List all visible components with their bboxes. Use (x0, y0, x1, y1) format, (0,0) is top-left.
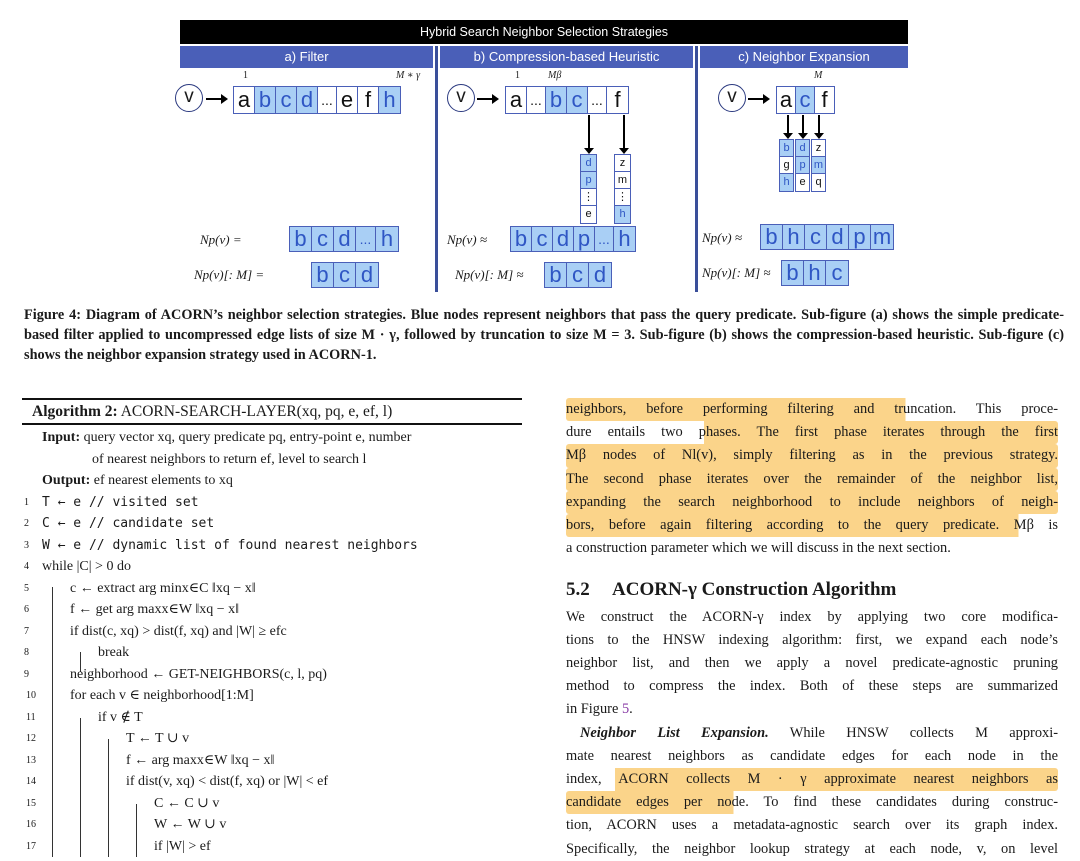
paragraph-compression (566, 398, 1058, 560)
edge-list (776, 86, 835, 114)
line-text: if v ∉ T (98, 709, 143, 725)
list-cell: ... (595, 227, 614, 251)
list-cell: h (783, 225, 805, 249)
expanded-list-f (811, 139, 826, 192)
figure-4 (180, 20, 908, 292)
line-number: 4 (24, 561, 29, 572)
algorithm-line (22, 642, 522, 664)
list-cell: p (574, 227, 595, 251)
result-label: Np(v) ≈ (702, 230, 742, 245)
list-cell: d (297, 87, 318, 113)
list-cell: b (290, 227, 312, 251)
output-line (22, 470, 522, 492)
list-cell: b (780, 140, 793, 157)
list-cell: q (812, 174, 825, 191)
section-number: 5.2 (566, 579, 590, 601)
text-line: dure entails two phases. The first phase iterates through the first (566, 421, 1058, 444)
index-start-label: 1 (243, 70, 248, 81)
line-number: 9 (24, 668, 29, 680)
algorithm-line (22, 492, 522, 514)
line-number: 3 (24, 539, 29, 551)
caption-text: Diagram of ACORN’s neighbor selection strategies. Blue nodes represent neighbors that pass the query predicate. Sub-figure (a) shows the simple predicate-based filter applied to uncompressed edge lists of size M · γ, followed by truncation to size M = 3. Sub-figure (b) shows the compression-based heuristic. Sub-figure (c) shows the neighbor expansion strategy used in ACORN-1. (24, 307, 1064, 363)
list-cell: p (581, 172, 596, 189)
text-line: neighbors, before performing filtering and truncation. This proce- (566, 398, 1058, 421)
line-text: C ← e // candidate set (42, 516, 215, 531)
node-v: v (718, 84, 746, 112)
list-cell: c (567, 87, 588, 113)
index-end-label: M (814, 70, 823, 81)
text-line: tions to the HNSW indexing algorithm: first, we expand each node’s (566, 631, 1058, 648)
line-number: 7 (24, 625, 29, 637)
line-number: 2 (24, 518, 29, 529)
algorithm-line (22, 664, 522, 686)
list-cell: ⋮ (581, 189, 596, 206)
line-text: f ← get arg maxx∈W ‖xq − x‖ (70, 602, 240, 617)
arrow-right-icon (477, 98, 497, 100)
algorithm-line (22, 578, 522, 600)
algorithm-line (22, 556, 522, 578)
panel-c-header: c) Neighbor Expansion (700, 46, 908, 68)
text-line: We construct the ACORN-γ index by applying two core modifica- (566, 608, 1058, 625)
node-v: v (175, 84, 203, 112)
line-text: if dist(c, xq) > dist(f, xq) and |W| ≥ efc (70, 623, 287, 639)
panel-a-header: a) Filter (180, 46, 433, 68)
arrow-right-icon (748, 98, 768, 100)
list-cell: b (546, 87, 567, 113)
list-cell: m (812, 157, 825, 174)
algorithm-line (22, 814, 522, 836)
algorithm-label: Algorithm 2: (32, 403, 118, 420)
algorithm-line (22, 685, 522, 707)
edge-list (505, 86, 629, 114)
list-cell: e (796, 174, 809, 191)
list-cell: h (379, 87, 400, 113)
algorithm-title (22, 400, 522, 423)
algorithm-line (22, 750, 522, 772)
line-text: C ← C ∪ v (154, 795, 220, 811)
list-cell: c (312, 227, 334, 251)
text-line: neighbor list, and then we apply a novel predicate-agnostic pruning (566, 655, 1058, 672)
algorithm-line (22, 621, 522, 643)
figure-title: Hybrid Search Neighbor Selection Strategies (180, 20, 908, 44)
filtered-list (289, 226, 399, 252)
arrow-down-icon (623, 115, 625, 152)
body-text-column (566, 398, 1058, 861)
input-line (22, 427, 522, 449)
text-line: index, ACORN collects M · γ approximate nearest neighbors as (566, 768, 1058, 791)
list-cell: h (614, 227, 635, 251)
line-text: T ← T ∪ v (126, 731, 190, 746)
list-cell: b (255, 87, 276, 113)
paragraph-expansion (566, 722, 1058, 861)
line-number: 14 (26, 776, 36, 787)
list-cell: d (796, 140, 809, 157)
line-text: break (98, 645, 130, 660)
list-cell: g (780, 157, 793, 174)
line-text: for each v ∈ neighborhood[1:M] (70, 688, 254, 703)
list-cell: c (334, 263, 356, 287)
result-label: Np(v) = (200, 232, 242, 247)
paragraph-construction (566, 606, 1058, 722)
list-cell: h (376, 227, 398, 251)
list-cell: a (234, 87, 255, 113)
input-text-2: of nearest neighbors to return ef, level to search l (92, 451, 367, 467)
expanded-list-f (614, 154, 631, 224)
list-cell: b (545, 263, 567, 287)
list-cell: h (615, 206, 630, 223)
list-cell: c (805, 225, 827, 249)
algorithm-line (22, 707, 522, 729)
list-cell: d (589, 263, 611, 287)
input-line-cont (22, 449, 522, 471)
algorithm-line (22, 728, 522, 750)
algorithm-line (22, 513, 522, 535)
line-text: W ← e // dynamic list of found nearest neighbors (42, 537, 418, 553)
list-cell: c (567, 263, 589, 287)
list-cell: h (804, 261, 826, 285)
list-cell: b (782, 261, 804, 285)
figure-link[interactable]: 5 (621, 701, 630, 718)
list-cell: d (356, 263, 378, 287)
text-line: bors, before again filtering according to the query predicate. Mβ is (566, 514, 1058, 537)
line-number: 12 (26, 733, 36, 744)
line-text: W ← W ∪ v (154, 817, 227, 832)
list-cell: p (849, 225, 871, 249)
algorithm-line (22, 771, 522, 793)
line-text: if |W| > ef (154, 838, 211, 854)
list-cell: ... (318, 87, 337, 113)
truncated-list (544, 262, 612, 288)
mid-rule (22, 423, 522, 425)
line-number: 11 (26, 711, 36, 723)
filtered-list (760, 224, 894, 250)
list-cell: z (615, 155, 630, 172)
list-cell: ... (588, 87, 607, 113)
algorithm-line (22, 793, 522, 815)
list-cell: ... (527, 87, 546, 113)
output-label: Output: (42, 473, 91, 488)
line-number: 5 (24, 582, 29, 594)
list-cell: d (581, 155, 596, 172)
list-cell: b (312, 263, 334, 287)
list-cell: f (358, 87, 379, 113)
list-cell: p (796, 157, 809, 174)
input-label: Input: (42, 430, 81, 445)
panel-divider (695, 46, 698, 292)
arrow-right-icon (206, 98, 226, 100)
panel-divider (435, 46, 438, 292)
panel-b-header: b) Compression-based Heuristic (440, 46, 693, 68)
filtered-list (510, 226, 636, 252)
algorithm-box (22, 398, 522, 857)
list-cell: m (872, 224, 892, 249)
output-text: ef nearest elements to xq (93, 473, 233, 488)
list-cell: f (815, 87, 834, 113)
line-number: 16 (26, 819, 36, 830)
expanded-list-c (580, 154, 597, 224)
line-number: 1 (24, 496, 29, 508)
truncated-label: Np(v)[: M] ≈ (702, 265, 771, 280)
text-line (566, 722, 1058, 745)
list-cell: b (511, 227, 532, 251)
arrow-down-icon (787, 115, 789, 137)
arrow-down-icon (818, 115, 820, 137)
list-cell: z (812, 140, 825, 157)
algorithm-line (22, 836, 522, 858)
line-number: 8 (24, 647, 29, 658)
list-cell: e (581, 206, 596, 223)
algorithm-lines (22, 492, 522, 858)
index-start-label: 1 (515, 70, 520, 81)
line-text: neighborhood ← GET-NEIGHBORS(c, l, pq) (70, 666, 327, 682)
list-cell: f (607, 87, 628, 113)
node-v: v (447, 84, 475, 112)
line-number: 10 (26, 690, 36, 701)
section-title: ACORN-γ Construction Algorithm (612, 579, 897, 601)
text-line: expanding the search neighborhood to include neighbors of neigh- (566, 491, 1058, 514)
text-line: Mβ nodes of Nl(v), simply filtering as in the previous strategy. (566, 444, 1058, 467)
text-line-body: While HNSW collects M approxi- (768, 724, 1058, 741)
figure-caption (24, 305, 1064, 365)
text-line: in Figure 5. (566, 701, 633, 718)
input-text: query vector xq, query predicate pq, entry-point e, number (83, 430, 412, 445)
line-number: 17 (26, 840, 36, 852)
line-text: while |C| > 0 do (42, 559, 131, 574)
list-cell: c (826, 261, 848, 285)
line-number: 15 (26, 797, 36, 809)
result-label: Np(v) ≈ (447, 232, 487, 247)
caption-label: Figure 4: (24, 307, 81, 323)
list-cell: a (777, 87, 796, 113)
list-cell: d (827, 225, 849, 249)
list-cell: c (276, 87, 297, 113)
line-text: c ← extract arg minx∈C ‖xq − x‖ (70, 580, 256, 596)
list-cell: c (532, 227, 553, 251)
list-cell: ... (356, 227, 376, 251)
truncated-label: Np(v)[: M] ≈ (455, 267, 524, 282)
arrow-down-icon (588, 115, 590, 152)
index-mid-label: Mβ (548, 70, 562, 81)
truncated-list (311, 262, 379, 288)
text-line: candidate edges per node. To find these candidates during construc- (566, 791, 1058, 814)
index-end-label: M ∗ γ (396, 70, 421, 81)
section-heading (566, 578, 1058, 601)
text-line: The second phase iterates over the remainder of the neighbor list, (566, 468, 1058, 491)
expanded-list-a (779, 139, 794, 192)
truncated-label: Np(v)[: M] = (194, 267, 265, 282)
expanded-list-c (795, 139, 810, 192)
line-text: f ← arg maxx∈W ‖xq − x‖ (126, 752, 275, 768)
list-cell: h (780, 174, 793, 191)
algorithm-name: ACORN-SEARCH-LAYER(xq, pq, e, ef, l) (120, 403, 393, 420)
text-line: method to compress the index. Both of these steps are summarized (566, 678, 1058, 695)
list-cell: m (615, 172, 630, 189)
list-cell: d (334, 227, 356, 251)
arrow-down-icon (802, 115, 804, 137)
text-line: tion, ACORN uses a metadata-agnostic search over its graph index. (566, 817, 1058, 834)
text-line: mate nearest neighbors as candidate edges for each node in the (566, 747, 1058, 764)
list-cell: ⋮ (615, 189, 630, 206)
list-cell: a (506, 87, 527, 113)
list-cell: c (796, 87, 815, 113)
line-text: T ← e // visited set (42, 494, 199, 510)
text-line: a construction parameter which we will discuss in the next section. (566, 540, 951, 557)
edge-list (233, 86, 401, 114)
algorithm-line (22, 599, 522, 621)
list-cell: d (553, 227, 574, 251)
text-line: Specifically, the neighbor lookup strategy at each node, v, on level (566, 840, 1058, 857)
line-number: 6 (24, 604, 29, 615)
list-cell: e (337, 87, 358, 113)
list-cell: b (761, 225, 783, 249)
algorithm-line (22, 535, 522, 557)
truncated-list (781, 260, 849, 286)
line-number: 13 (26, 754, 36, 766)
line-text: if dist(v, xq) < dist(f, xq) or |W| < ef (126, 774, 329, 789)
paragraph-heading: Neighbor List Expansion. (580, 724, 769, 741)
